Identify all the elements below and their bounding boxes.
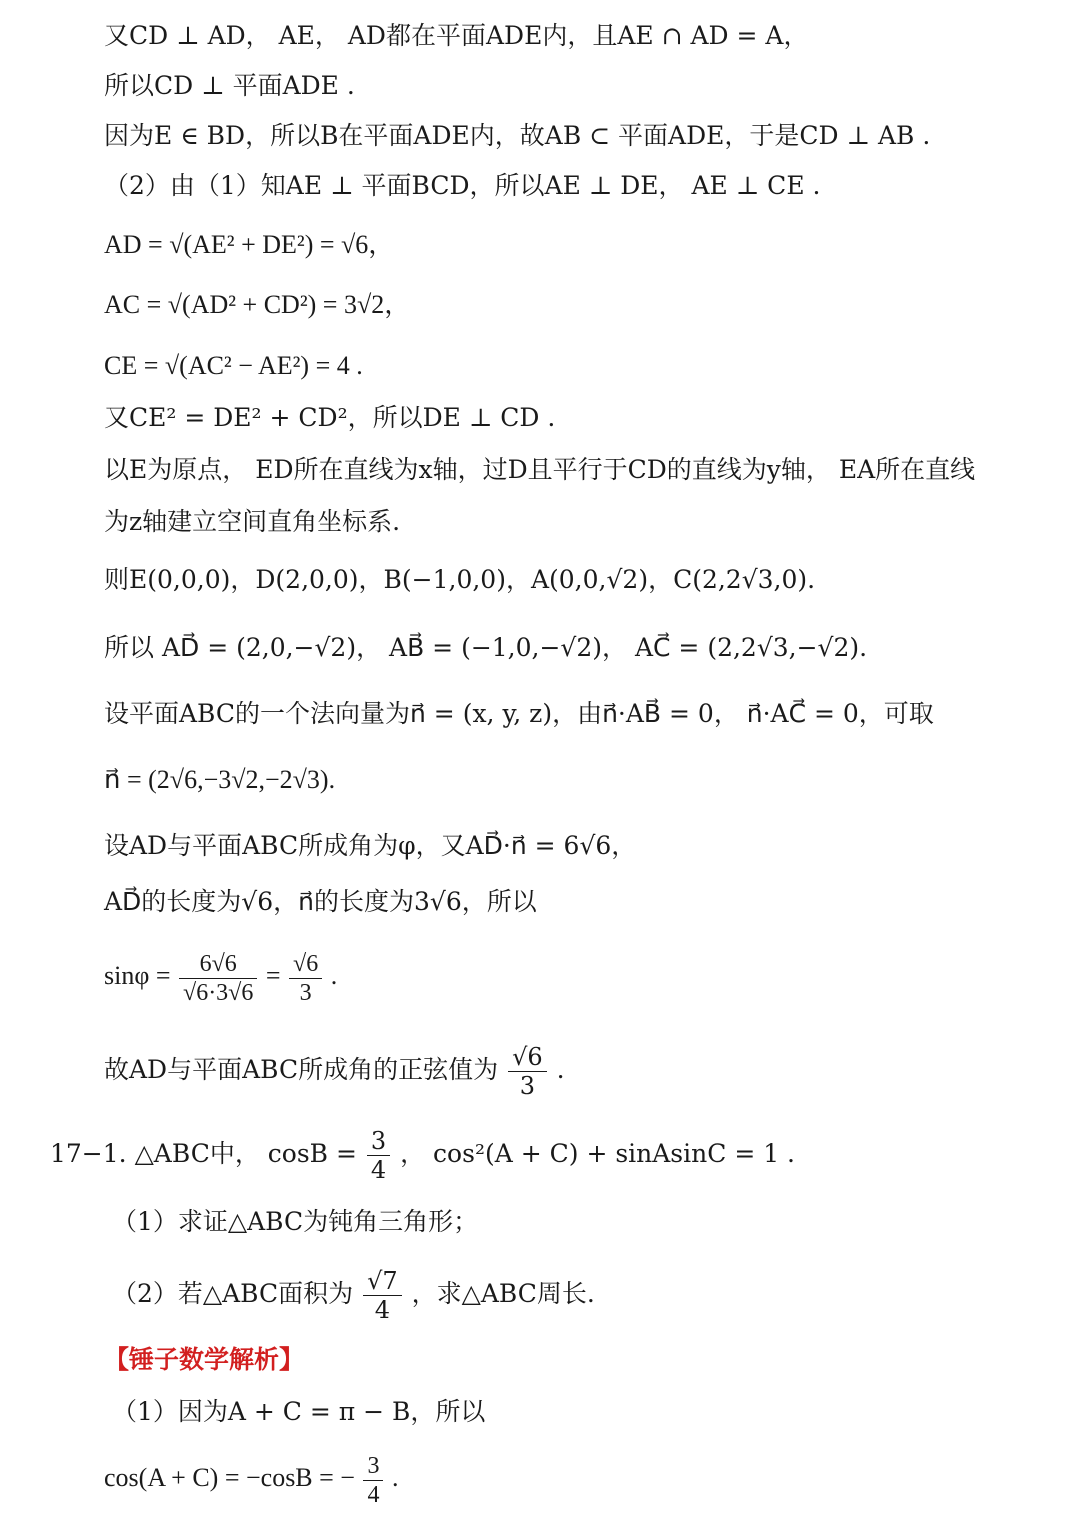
fraction-numerator: 3 — [367, 1127, 390, 1156]
problem-text: △ABC中， cosB = — [134, 1139, 357, 1168]
period: . — [391, 1463, 399, 1492]
fraction-denominator: 4 — [367, 1481, 380, 1508]
text-line: 则E(0,0,0)，D(2,0,0)，B(−1,0,0)，A(0,0,√2)，C(2,2√3,0). — [104, 565, 816, 594]
equation-line: n⃗ = (2√6,−3√2,−2√3). — [104, 765, 336, 794]
problem-number: 17−1. — [50, 1139, 127, 1168]
text-line: 又CD ⊥ AD， AE， AD都在平面ADE内，且AE ∩ AD = A， — [104, 21, 809, 50]
text-line: AD⃗的长度为√6，n⃗的长度为3√6，所以 — [104, 887, 537, 916]
text-line: 为z轴建立空间直角坐标系. — [104, 507, 401, 536]
text-line: 所以 AD⃗ = (2,0,−√2)， AB⃗ = (−1,0,−√2)， AC⃗ = (2,2√3,−√2). — [104, 633, 868, 662]
text-line: 以E为原点， ED所在直线为x轴，过D且平行于CD的直线为y轴， EA所在直线 — [104, 455, 976, 484]
fraction — [363, 1452, 383, 1509]
text-line: 设AD与平面ABC所成角为φ，又AD⃗·n⃗ = 6√6， — [104, 831, 637, 860]
sin-equation — [104, 944, 1050, 1008]
fraction-numerator: √6 — [508, 1043, 547, 1072]
fraction-denominator: √6·3√6 — [183, 979, 254, 1006]
text-line: 因为E ∈ BD，所以B在平面ADE内，故AB ⊂ 平面ADE，于是CD ⊥ AB . — [104, 121, 931, 150]
fraction — [179, 950, 257, 1007]
fraction — [363, 1267, 402, 1324]
period: . — [330, 961, 338, 990]
fraction-denominator: 3 — [519, 1072, 535, 1100]
solution-heading: 【锤子数学解析】 — [104, 1345, 305, 1374]
text-line: 所以CD ⊥ 平面ADE . — [104, 71, 355, 100]
conclusion-line — [104, 1038, 1050, 1102]
equation-text: cos(A + C) = −cosB = − — [104, 1463, 355, 1492]
question-1: （1）求证△ABC为钝角三角形； — [112, 1207, 479, 1236]
equals-sign: = — [265, 961, 281, 990]
problem-text: ， cos²(A + C) + sinAsinC = 1 . — [400, 1139, 796, 1168]
equation-line: AC = √(AD² + CD²) = 3√2， — [104, 290, 411, 319]
problem-statement — [50, 1122, 1050, 1186]
fraction-numerator: √6 — [289, 950, 322, 979]
text-line: （2）由（1）知AE ⊥ 平面BCD，所以AE ⊥ DE， AE ⊥ CE . — [104, 171, 821, 200]
fraction — [367, 1127, 390, 1184]
sin-prefix: sinφ = — [104, 961, 171, 990]
fraction-numerator: 3 — [363, 1452, 383, 1481]
question-2 — [112, 1262, 1050, 1326]
equation-line: CE = √(AC² − AE²) = 4 . — [104, 351, 363, 380]
fraction-numerator: √7 — [363, 1267, 402, 1296]
fraction-numerator: 6√6 — [179, 950, 257, 979]
cos-equation — [104, 1446, 1050, 1510]
fraction — [289, 950, 322, 1007]
question-text: ，求△ABC周长. — [411, 1279, 595, 1308]
text-line: 又CE² = DE² + CD²，所以DE ⊥ CD . — [104, 403, 556, 432]
text-line: 设平面ABC的一个法向量为n⃗ = (x, y, z)，由n⃗·AB⃗ = 0， n⃗·AC⃗ = 0，可取 — [104, 699, 934, 728]
fraction-denominator: 4 — [370, 1156, 387, 1184]
solution-line: （1）因为A + C = π − B，所以 — [112, 1397, 486, 1426]
period: . — [556, 1055, 565, 1084]
fraction-denominator: 3 — [299, 979, 312, 1006]
fraction — [508, 1043, 547, 1100]
question-text: （2）若△ABC面积为 — [112, 1279, 354, 1308]
conclusion-text: 故AD与平面ABC所成角的正弦值为 — [104, 1055, 499, 1084]
equation-line: AD = √(AE² + DE²) = √6， — [104, 230, 395, 259]
fraction-denominator: 4 — [374, 1296, 391, 1324]
